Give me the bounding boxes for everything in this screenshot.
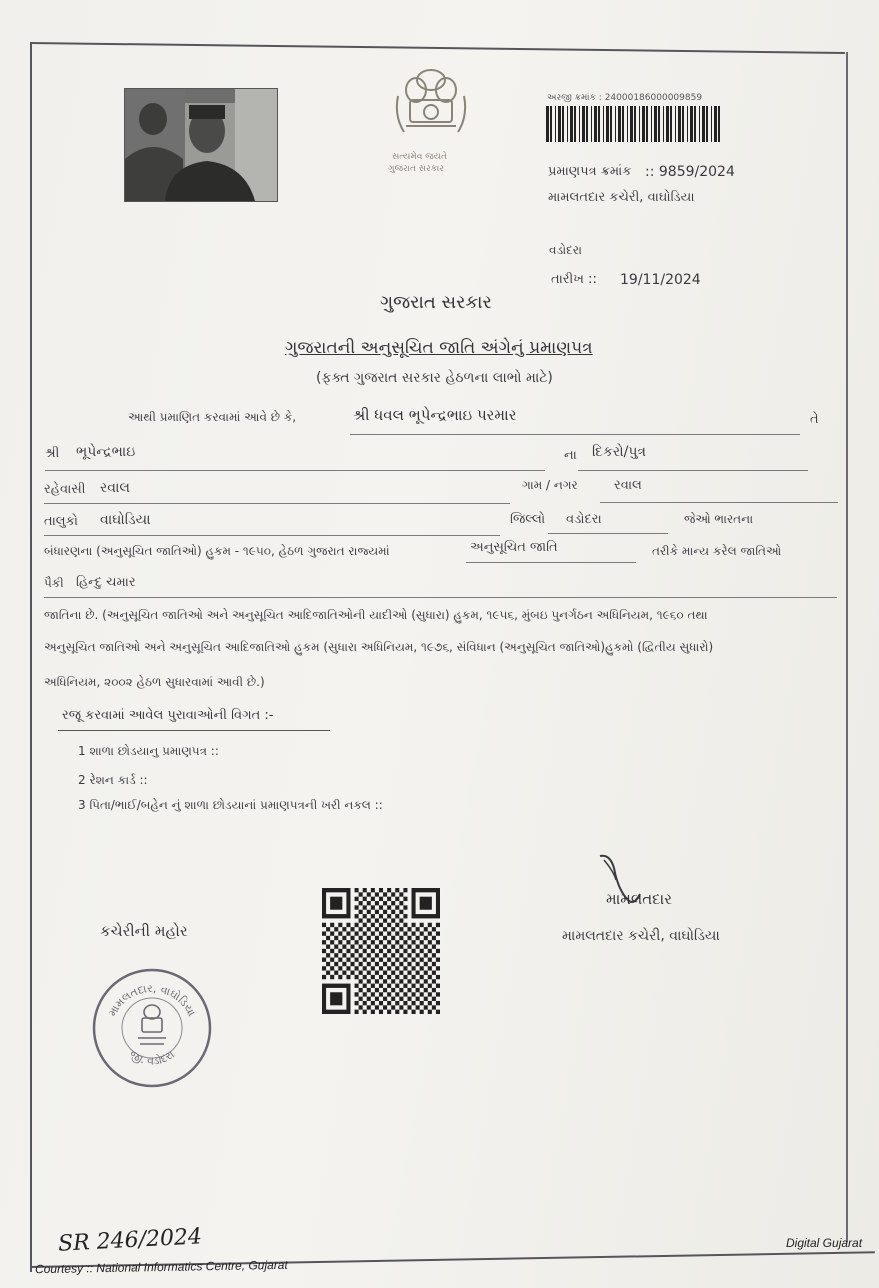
frame-right — [846, 52, 848, 1242]
paragraph-line-3: અધિનિયમ, ૨૦૦૨ હેઠળ સુધારવામાં આવી છે.) — [44, 675, 265, 689]
qr-code — [322, 888, 440, 1014]
evidence-item: 2 રેશન કાર્ડ :: — [78, 773, 148, 787]
emblem-caption-2: ગુજરાત સરકાર — [388, 164, 444, 174]
father-prefix: શ્રી — [45, 446, 60, 461]
category: અનુસૂચિત જાતિ — [470, 540, 558, 555]
taluka-label: તાલુકો — [44, 514, 79, 529]
barcode-label: અરજી ક્રમાંક : 24000186000009859 — [547, 93, 703, 103]
recognised-text: તરીકે માન્ય કરેલ જાતિઓ — [652, 544, 782, 558]
seal-text-top: મામલતદાર, વાઘોડિયા — [105, 981, 199, 1019]
evidence-item: 3 પિતા/ભાઈ/બહેન નું શાળા છોડયાનાં પ્રમાણપત્રની ખરી નકલ :: — [78, 798, 383, 812]
office-name: મામલતદાર કચેરી, વાઘોડિયા — [548, 190, 695, 205]
svg-text:મામલતદાર, વાઘોડિયા — [106, 982, 199, 1019]
relation-label: ના — [564, 448, 577, 463]
date-label: તારીખ :: — [551, 272, 597, 287]
india-text: જેઓ ભારતના — [684, 512, 754, 526]
constitution-text: બંધારણના (અનુસૂચિત જાતિઓ) હુકમ - ૧૯૫૦, હેઠળ ગુજરાત રાજ્યમાં — [44, 544, 390, 558]
applicant-name: શ્રી ધવલ ભૂપેન્દ્રભાઇ પરમાર — [353, 406, 517, 424]
certificate-note: (ફક્ત ગુજરાત સરકાર હેઠળના લાભો માટે) — [316, 370, 553, 386]
digital-gujarat-label: Digital Gujarat — [786, 1236, 863, 1250]
caste: હિન્દુ ચમાર — [76, 575, 136, 590]
relation-line — [578, 470, 808, 471]
resident: રવાલ — [100, 480, 130, 496]
name-suffix: તે — [810, 412, 819, 427]
signatory-office: મામલતદાર કચેરી, વાઘોડિયા — [562, 928, 720, 944]
resident-line — [44, 503, 510, 504]
caste-line — [44, 597, 837, 598]
certify-label: આથી પ્રમાણિત કરવામાં આવે છે કે, — [128, 410, 297, 424]
father-line — [45, 470, 545, 471]
state-emblem — [388, 66, 474, 178]
cert-no-label: પ્રમાણપત્ર ક્રમાંક — [548, 164, 632, 179]
svg-text:જી. વડોદરા — [127, 1047, 177, 1067]
signatory-title: મામલતદાર — [606, 890, 672, 908]
government-title: ગુજરાત સરકાર — [380, 292, 492, 313]
district-line — [548, 533, 668, 534]
frame-top — [30, 42, 845, 54]
taluka: વાઘોડિયા — [100, 512, 151, 528]
frame-left — [30, 42, 32, 1272]
relation: દિકરો/પુત્ર — [592, 444, 647, 460]
evidence-item: 1 શાળા છોડયાનુ પ્રમાણપત્ર :: — [78, 744, 219, 758]
district-label: જિલ્લો — [510, 512, 546, 527]
taluka-line — [44, 535, 500, 536]
seal-label: કચેરીની મહોર — [100, 922, 188, 940]
village-label: ગામ / નગર — [522, 478, 578, 492]
paragraph-line-2: અનુસૂચિત જાતિઓ અને અનુસૂચિત આદિજાતિઓ હુકમ (સુધારા અધિનિયમ, ૧૯૭૬, સંવિધાન (અનુસૂચિત જાતિઓ)હુકમો (દ્વિતીય સુધારો) — [44, 640, 714, 654]
seal-text-bottom: જી. વડોદરા — [127, 1047, 177, 1068]
courtesy-note: Courtesy :: National Informatics Centre, Gujarat — [34, 1257, 288, 1277]
place: વડોદરા — [549, 243, 582, 257]
name-line — [350, 434, 800, 435]
village: રવાલ — [614, 478, 642, 493]
village-line — [600, 502, 838, 503]
resident-label: રહેવાસી — [44, 482, 86, 497]
office-seal — [90, 966, 214, 1090]
barcode — [546, 106, 722, 142]
cert-no: :: 9859/2024 — [645, 164, 735, 180]
evidence-underline — [58, 730, 330, 731]
district: વડોદરા — [566, 512, 602, 527]
evidence-heading: રજૂ કરવામાં આવેલ પુરાવાઓની વિગત :- — [62, 708, 274, 723]
father-name: ભૂપેન્દ્રભાઇ — [76, 444, 136, 460]
paragraph-line-1: જાતિના છે. (અનુસૂચિત જાતિઓ અને અનુસૂચિત આદિજાતિઓની યાદીઓ (સુધારા) હુકમ, ૧૯૫૬, મુંબઇ પુનર્ગઠન અધિનિયમ, ૧૯૬૦ તથા — [44, 608, 708, 622]
category-line — [466, 562, 636, 563]
sr-note: SR 246/2024 — [57, 1224, 203, 1257]
issue-date: 19/11/2024 — [620, 272, 701, 288]
emblem-caption-1: સત્યમેવ જયતે — [392, 152, 448, 162]
among-label: પૈકી — [44, 576, 64, 590]
applicant-photo — [124, 88, 278, 202]
certificate-title: ગુજરાતની અનુસૂચિત જાતિ અંગેનું પ્રમાણપત્ર — [285, 338, 593, 358]
